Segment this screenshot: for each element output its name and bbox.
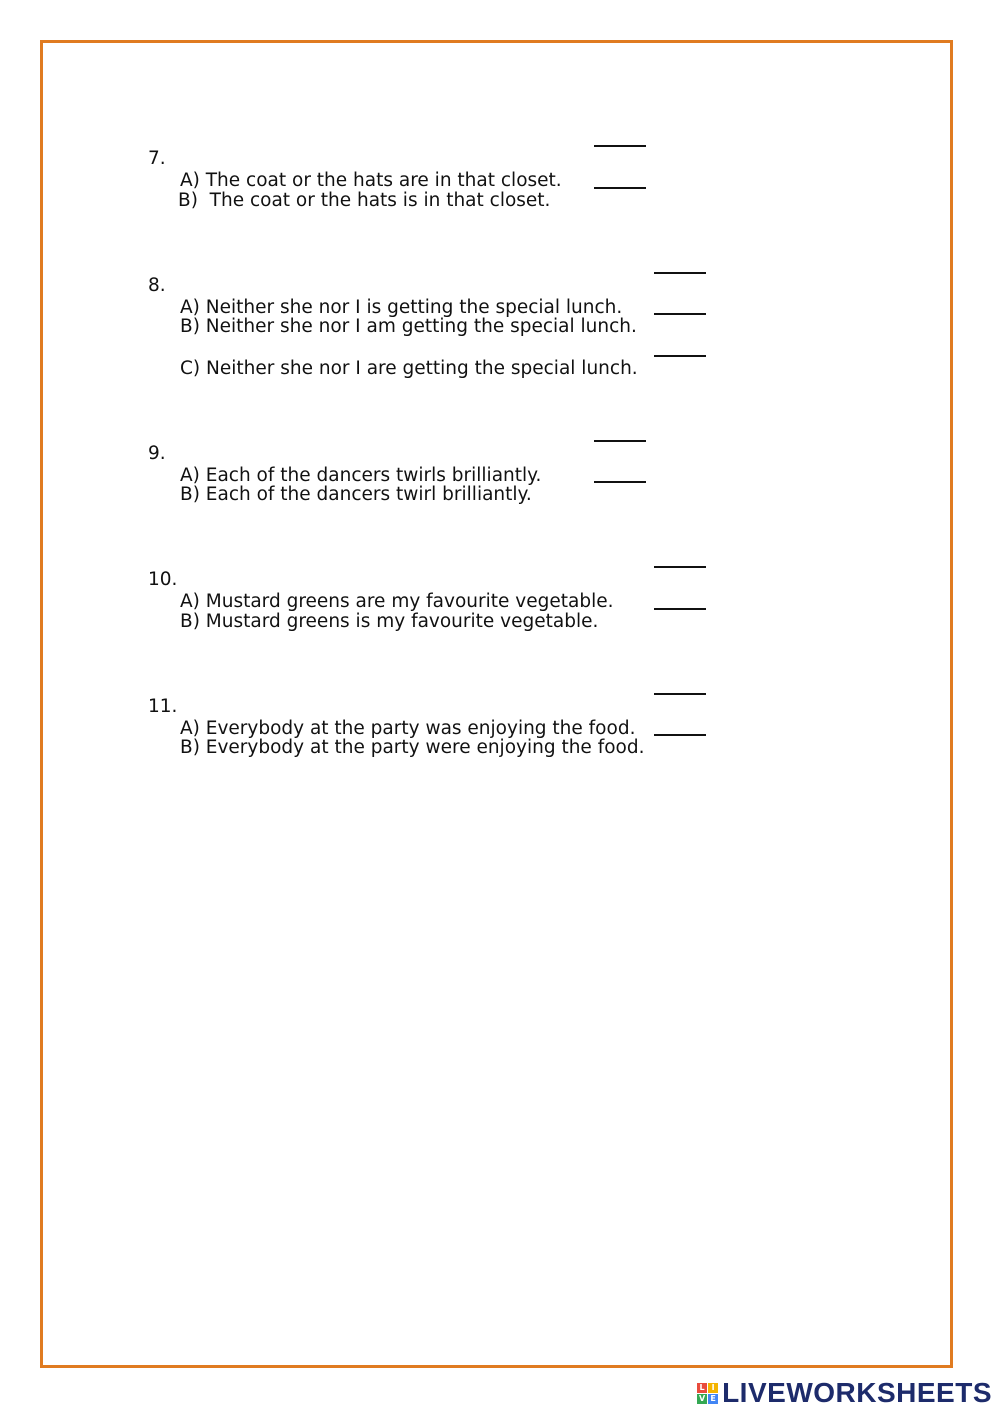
answer-blank[interactable] bbox=[654, 313, 706, 315]
answer-blank[interactable] bbox=[594, 440, 646, 442]
question-number: 9. bbox=[148, 443, 166, 464]
answer-blank[interactable] bbox=[594, 145, 646, 147]
option-text: C) Neither she nor I are getting the special lunch. bbox=[180, 358, 638, 379]
question-number: 7. bbox=[148, 148, 166, 169]
answer-blank[interactable] bbox=[654, 566, 706, 568]
answer-blank[interactable] bbox=[594, 187, 646, 189]
option-text: B) Each of the dancers twirl brilliantly. bbox=[180, 484, 532, 505]
answer-blank[interactable] bbox=[654, 693, 706, 695]
option-text: B) Mustard greens is my favourite vegetable. bbox=[180, 611, 599, 632]
option-text: A) The coat or the hats are in that closet. bbox=[180, 170, 562, 191]
option-text: A) Everybody at the party was enjoying the food. bbox=[180, 718, 636, 739]
question-8-option-c bbox=[148, 336, 638, 380]
logo-text: LIVEWORKSHEETS bbox=[722, 1377, 992, 1408]
answer-blank[interactable] bbox=[654, 608, 706, 610]
liveworksheets-logo[interactable] bbox=[697, 1376, 992, 1410]
option-text: B) Neither she nor I am getting the special lunch. bbox=[180, 316, 637, 337]
option-text: B) Everybody at the party were enjoying the food. bbox=[180, 737, 645, 758]
option-text: A) Mustard greens are my favourite vegetable. bbox=[180, 591, 614, 612]
option-text: A) Each of the dancers twirls brilliantly. bbox=[180, 465, 542, 486]
question-number: 10. bbox=[148, 569, 178, 590]
answer-blank[interactable] bbox=[654, 272, 706, 274]
option-text: B) The coat or the hats is in that closet. bbox=[178, 190, 551, 211]
answer-blank[interactable] bbox=[594, 481, 646, 483]
question-number: 11. bbox=[148, 696, 178, 717]
question-number: 8. bbox=[148, 275, 166, 296]
logo-mark-icon: L I V E bbox=[697, 1383, 718, 1404]
option-text: A) Neither she nor I is getting the special lunch. bbox=[180, 297, 623, 318]
answer-blank[interactable] bbox=[654, 734, 706, 736]
answer-blank[interactable] bbox=[654, 355, 706, 357]
